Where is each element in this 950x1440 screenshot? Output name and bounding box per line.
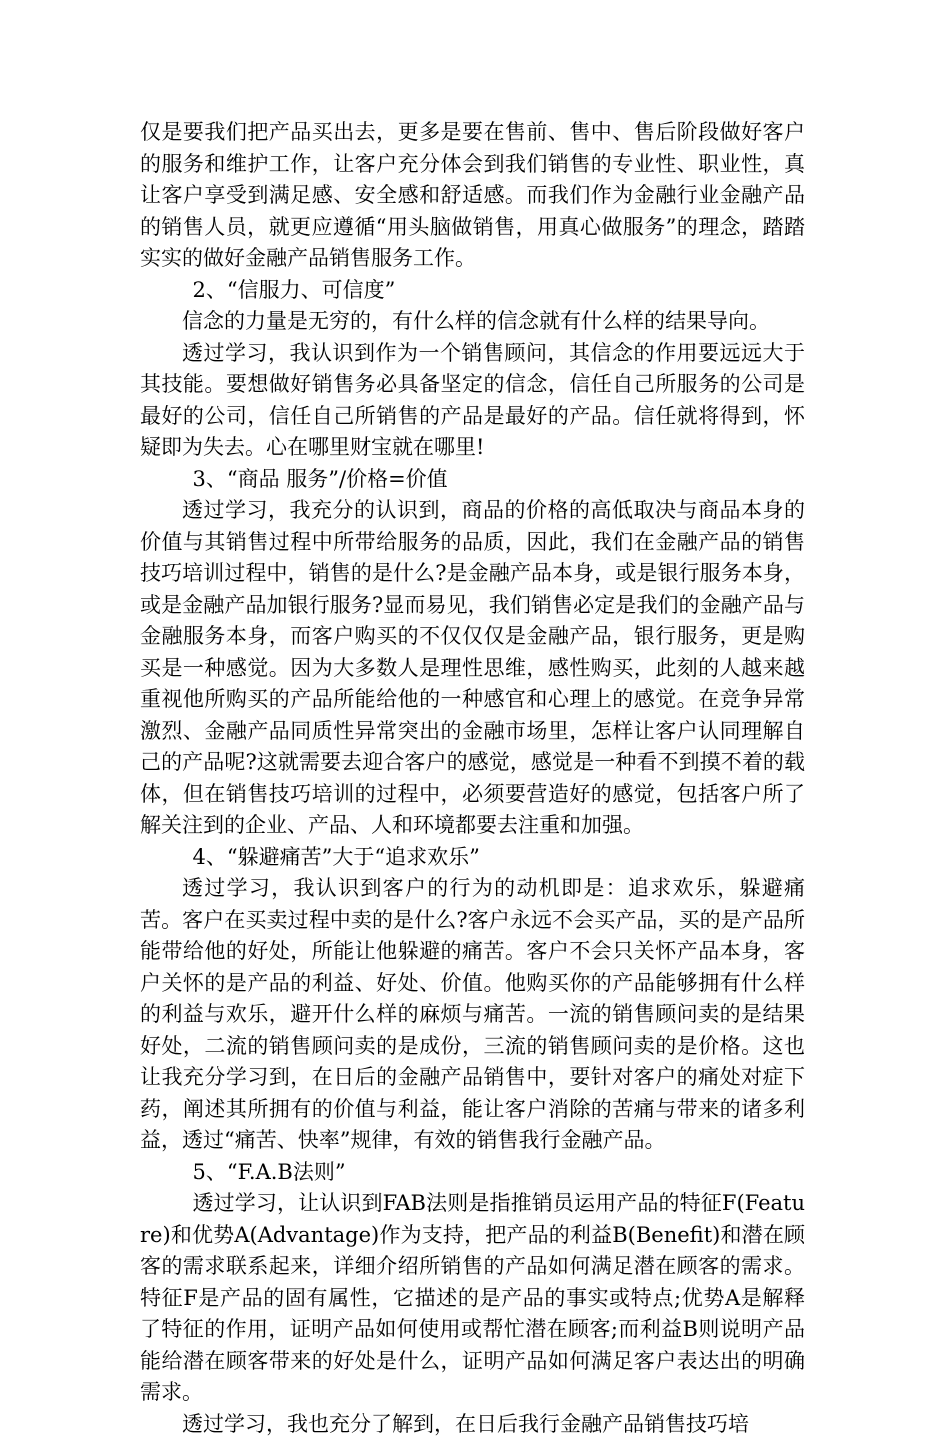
paragraph-value: 透过学习，我充分的认识到，商品的价格的高低取决与商品本身的价值与其销售过程中所带给服务的品质，因此，我们在金融产品的销售技巧培训过程中，销售的是什么?是金融产品本身，或是银行服务本身，或是金融产品加银行服务?显而易见，我们销售必定是我们的金融产品与金融服务本身，而客户购买的不仅仅仅是金融产品，银行服务，更是购买是一种感觉。因为大多数人是理性思维，感性购买，此刻的人越来越重视他所购买的产品所能给他的一种感官和心理上的感觉。在竞争异常激烈、金融产品同质性异常突出的金融市场里，怎样让客户认同理解自己的产品呢?这就需要去迎合客户的感觉，感觉是一种看不到摸不着的载体，但在销售技巧培训的过程中，必须要营造好的感觉，包括客户所了解关注到的企业、产品、人和环境都要去注重和加强。 — [140, 495, 805, 842]
section-heading-4: 4、“躲避痛苦”大于“追求欢乐” — [140, 842, 805, 874]
paragraph-fab-rule: 透过学习，让认识到FAB法则是指推销员运用产品的特征F(Feature)和优势A(Advantage)作为支持，把产品的利益B(Benefit)和潜在顾客的需求联系起来，详细介绍所销售的产品如何满足潜在顾客的需求。特征F是产品的固有属性，它描述的是产品的事实或特点;优势A是解释了特征的作用，证明产品如何使用或帮忙潜在顾客;而利益B则说明产品能给潜在顾客带来的好处是什么，证明产品如何满足客户表达出的明确需求。 — [140, 1188, 805, 1409]
section-heading-2: 2、“信服力、可信度” — [140, 275, 805, 307]
section-heading-3: 3、“商品 服务”/价格=价值 — [140, 464, 805, 496]
paragraph-belief-learning: 透过学习，我认识到作为一个销售顾问，其信念的作用要远远大于其技能。要想做好销售务必具备坚定的信念，信任自己所服务的公司是最好的公司，信任自己所销售的产品是最好的产品。信任就将得到，怀疑即为失去。心在哪里财宝就在哪里! — [140, 338, 805, 464]
document-body — [140, 117, 805, 1440]
paragraph-pain-pleasure: 透过学习，我认识到客户的行为的动机即是：追求欢乐，躲避痛苦。客户在买卖过程中卖的是什么?客户永远不会买产品，买的是产品所能带给他的好处，所能让他躲避的痛苦。客户不会只关怀产品本身，客户关怀的是产品的利益、好处、价值。他购买你的产品能够拥有什么样的利益与欢乐，避开什么样的麻烦与痛苦。一流的销售顾问卖的是结果好处，二流的销售顾问卖的是成份，三流的销售顾问卖的是价格。这也让我充分学习到，在日后的金融产品销售中，要针对客户的痛处对症下药，阐述其所拥有的价值与利益，能让客户消除的苦痛与带来的诸多利益，透过“痛苦、快率”规律，有效的销售我行金融产品。 — [140, 873, 805, 1157]
paragraph-belief-power: 信念的力量是无穷的，有什么样的信念就有什么样的结果导向。 — [140, 306, 805, 338]
paragraph-closing: 透过学习，我也充分了解到，在日后我行金融产品销售技巧培 — [140, 1409, 805, 1440]
paragraph-intro: 仅是要我们把产品买出去，更多是要在售前、售中、售后阶段做好客户的服务和维护工作，让客户充分体会到我们销售的专业性、职业性，真让客户享受到满足感、安全感和舒适感。而我们作为金融行业金融产品的销售人员，就更应遵循“用头脑做销售，用真心做服务”的理念，踏踏实实的做好金融产品销售服务工作。 — [140, 117, 805, 275]
section-heading-5: 5、“F.A.B法则” — [140, 1157, 805, 1189]
